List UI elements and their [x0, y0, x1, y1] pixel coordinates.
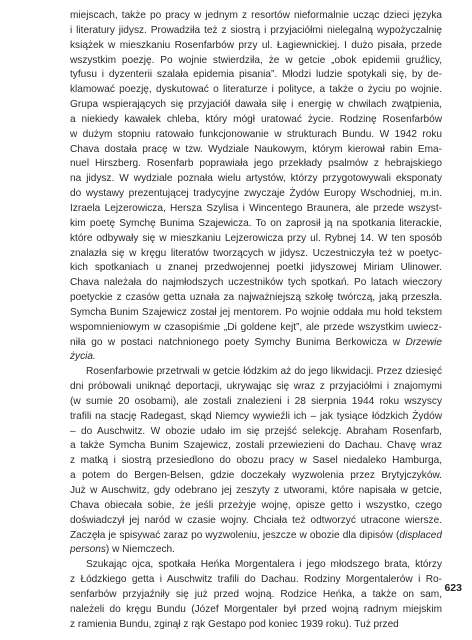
- text-line-content: życia.: [70, 351, 96, 363]
- text-line: [70, 336, 442, 351]
- text-line-content: do wystawy prezentującej tradycyjne zwyczaje Żydów Europy Wschodniej, m.in.: [70, 188, 442, 200]
- text-line-content: trafili na stację Radegast, skąd Niemcy wywieźli ich – jak tysiące łódzkich Żydów: [70, 410, 442, 422]
- text-line: [70, 499, 442, 514]
- text-line: [70, 187, 442, 202]
- text-line: [70, 261, 442, 276]
- text-line: [70, 529, 442, 544]
- text-line: [70, 68, 442, 83]
- text-line-content: Grupa wspierających się przyjaciół dawała siłę i energię w chwilach zwątpienia,: [70, 99, 442, 111]
- text-line: [70, 232, 442, 247]
- text-line-content: wszystkim poezję. Po wojnie stwierdziła, że w getcie „obok epidemii gruźlicy,: [70, 54, 442, 66]
- text-line: [70, 573, 442, 588]
- text-line: [70, 54, 442, 69]
- text-line-content: z Łódzkiego getta i Auschwitz trafili do Dachau. Rodziny Morgentalerów i Ro-: [70, 574, 442, 586]
- text-line-content: persons: [70, 544, 106, 556]
- text-line-content: (w sumie 20 osobami), ale zostali znalezieni i 28 sierpnia 1944 roku wszyscy: [70, 395, 442, 407]
- text-line: [70, 276, 442, 291]
- body-text: [70, 9, 442, 632]
- text-line: [70, 172, 442, 187]
- text-line: [70, 380, 442, 395]
- text-line-content: na jidysz. W wydziale poznała wielu artystów, którzy przygotowywali eksponaty: [70, 173, 442, 185]
- italic-title: Drzewie: [405, 336, 442, 348]
- text-line-content: Symcha Bunim Szajewicz został jej mentorem. Po wojnie oddała mu hołd tekstem: [70, 306, 442, 318]
- text-line-content: a także Symcha Bunim Szajewicz, zostali przewiezieni do Dachau. Chavę wraz: [70, 440, 442, 452]
- text-line-content: i literatury jidysz. Prowadziła też z siostrą i przyjaciółmi nielegalną wypożyczalnię: [70, 24, 442, 36]
- text-line-content: z ramienia Bundu, zginął z rąk Gestapo pod koniec 1939 roku). Tuż przed: [70, 618, 399, 630]
- text-line-content: kim poetę Symchę Bunima Szajewicza. To on zaprosił ją na spotkania literackie,: [70, 217, 442, 229]
- text-line: [70, 395, 442, 410]
- text-line-content: tyfusu i dyzenterii szalała epidemia pisania”. Młodzi ludzie spotykali się, by de-: [70, 69, 442, 81]
- text-line: [70, 454, 442, 469]
- text-line: [70, 306, 442, 321]
- text-line-content: nuel Hirszberg. Rosenfarb poprawiała jego przekłady psalmów z hebrajskiego: [70, 158, 442, 170]
- text-line-content: Już w Auschwitz, gdy odebrano jej zeszyty z utworami, które napisała w getcie,: [70, 485, 442, 496]
- text-line-content: senfarbów przyjaźniły się już przed wojną. Rodzice Heńka, a także on sam,: [70, 588, 442, 600]
- text-line-content: – do Auschwitz. W obozie udało im się przejść selekcję. Abraham Rosenfarb,: [70, 425, 442, 437]
- text-line: [70, 9, 442, 24]
- text-line: [70, 157, 442, 172]
- text-line: [70, 24, 442, 39]
- text-line-content: Chava dostała pracę w tzw. Wydziale Naukowym, którym kierował rabin Ema-: [70, 143, 442, 155]
- text-line: [70, 83, 442, 98]
- text-line: [70, 128, 442, 143]
- text-line-content: Zaczęła je spisywać zaraz po wyzwoleniu, jeszcze w obozie dla dipisów (: [70, 529, 400, 541]
- text-line-content: miejscach, także po pracy w jednym z resortów nieformalnie ucząc dzieci języka: [70, 10, 442, 21]
- text-line: [70, 365, 442, 380]
- text-line: [70, 543, 442, 558]
- text-line: [70, 39, 442, 54]
- text-line: [70, 484, 442, 499]
- text-line: [70, 588, 442, 603]
- text-line: [70, 113, 442, 128]
- text-line-content: wspomnieniowym w czasopiśmie „Di goldene kejt”, ale przede wszystkim uwiecz-: [70, 321, 442, 333]
- text-line-content: książek w mieszkaniu Rosenfarbów przy ul. Łagiewnickiej. I dużo pisała, przede: [70, 39, 442, 51]
- text-line-content: z matką i siostrą przesiedlono do obozu pracy w Sasel niedaleko Hamburga,: [70, 455, 442, 467]
- text-fragment: ) w Niemczech.: [105, 544, 175, 556]
- text-line: [70, 439, 442, 454]
- page-number: 623: [444, 582, 462, 594]
- text-line: [70, 514, 442, 529]
- text-line-content: doświadczył jej naród w czasie wojny. Chciała też odtworzyć utracone wiersze.: [70, 514, 442, 526]
- text-line: [70, 618, 442, 633]
- text-line-content: Chava należała do najmłodszych uczestników tych spotkań. Po latach wieczory: [70, 277, 442, 289]
- text-line-content: a niekiedy kawałek chleba, który mógł uratować życie. Rodzinę Rosenfarbów: [70, 113, 442, 125]
- text-line-content: klamować poezję, dyskutować o literaturze i polityce, a także o życiu po wojnie.: [70, 84, 442, 96]
- text-line: [70, 98, 442, 113]
- text-line: [70, 217, 442, 232]
- text-line: [70, 143, 442, 158]
- text-line: [70, 469, 442, 484]
- text-line-content: Izraela Lejzerowicza, Hersza Szylisa i Wincentego Braunera, ale przede wszyst-: [70, 202, 442, 214]
- text-line-content: poetyckie z czasów getta uznała za najważniejszą szkołę twórczą, jaką przeszła.: [70, 292, 442, 304]
- text-line-content: kich spotkaniach u znanej przedwojennej poetki jidyszowej Miriam Ulinower.: [70, 262, 442, 274]
- text-line-content: znalazła się w kręgu literatów tworzących w jidysz. Uczestniczyła też w poetyc-: [70, 247, 442, 259]
- text-line-content: Szukając ojca, spotkała Heńka Morgentalera i jego młodszego brata, którzy: [86, 559, 442, 571]
- text-line-content: należeli do kręgu Bundu (Józef Morgentaler był przed wojną radnym miejskim: [70, 603, 442, 615]
- text-line: [70, 425, 442, 440]
- text-line: [70, 558, 442, 573]
- text-line-content: w dużym stopniu ratowało funkcjonowanie w strukturach Bundu. W 1942 roku: [70, 128, 442, 140]
- text-line: [70, 603, 442, 618]
- text-line-content: niła go w postaci natchnionego poety Symchy Bunima Berkowicza w: [70, 336, 406, 348]
- text-line-content: które odbywały się w mieszkaniu Lejzerowicza przy ul. Rybnej 14. W ten sposób: [70, 232, 442, 244]
- text-line: [70, 410, 442, 425]
- text-line-content: Chava obiecała sobie, że jeśli przeżyje wojnę, opisze getto i wszystko, czego: [70, 499, 442, 511]
- text-line: [70, 321, 442, 336]
- text-line-content: Rosenfarbowie przetrwali w getcie łódzkim aż do jego likwidacji. Przez dziesięć: [86, 366, 442, 378]
- text-line-content: a potem do Bergen-Belsen, gdzie doczekały wyzwolenia przez Brytyjczyków.: [70, 470, 442, 482]
- text-line: [70, 202, 442, 217]
- italic-term: displaced: [399, 529, 442, 541]
- text-line-content: dni próbowali uniknąć deportacji, ukrywając się wraz z przyjaciółmi i znajomymi: [70, 381, 442, 393]
- text-line: [70, 350, 442, 365]
- text-line: [70, 291, 442, 306]
- text-line: [70, 247, 442, 262]
